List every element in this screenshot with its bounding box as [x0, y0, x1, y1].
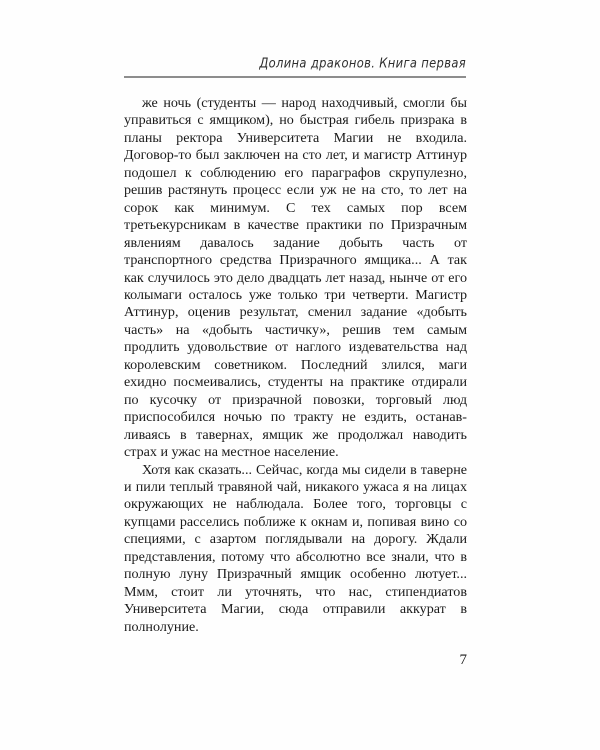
body-paragraph: же ночь (студенты — народ находчивый, смогли бы управиться с ямщиком), но быстрая гибель призрака в планы ректора Университета Магии не входила. Договор-то был заключен на сто лет, и магистр Аттинур подошел к соблюдению его параграфов скрупулезно, решив растянуть процесс если уж не на сто, то лет на сорок как минимум. С тех самых пор всем третьекурсникам в качестве практики по Призрачным явлениям давалось задание добыть часть от транспортного средства Призрачного ямщика... А так как случилось это дело двадцать лет назад, нынче от его колымаги осталось уже только три четверти. Магистр Аттинур, оценив результат, сменил задание «добыть часть» на «добыть частичку», решив тем самым продлить удовольствие от наглого издевательства над королевским советником. Последний злился, маги ехидно посмеивались, студенты на практике отдирали по кусочку от призрачной повозки, торговый люд приспособился ночью по тракту не ездить, останавливаясь в тавернах, ямщик же продолжал наводить страх и ужас на местное население. — [124, 95, 467, 461]
body-text-column — [124, 95, 467, 636]
page-number: 7 — [459, 652, 467, 668]
running-head: Долина драконов. Книга первая — [259, 55, 466, 71]
header-rule — [124, 76, 466, 78]
body-paragraph: Хотя как сказать... Сейчас, когда мы сидели в таверне и пили теплый травяной чай, никакого ужаса я на лицах окружающих не наблюдала. Более того, торговцы с купцами расселись поближе к окнам и, попивая вино со специями, с азартом поглядывали на дорогу. Ждали представления, потому что абсолютно все знали, что в полную луну Призрачный ямщик особенно лютует... Ммм, стоит ли уточнять, что нас, стипендиатов Университета Магии, сюда отправили аккурат в полнолуние. — [124, 461, 467, 635]
page-header — [124, 55, 466, 78]
